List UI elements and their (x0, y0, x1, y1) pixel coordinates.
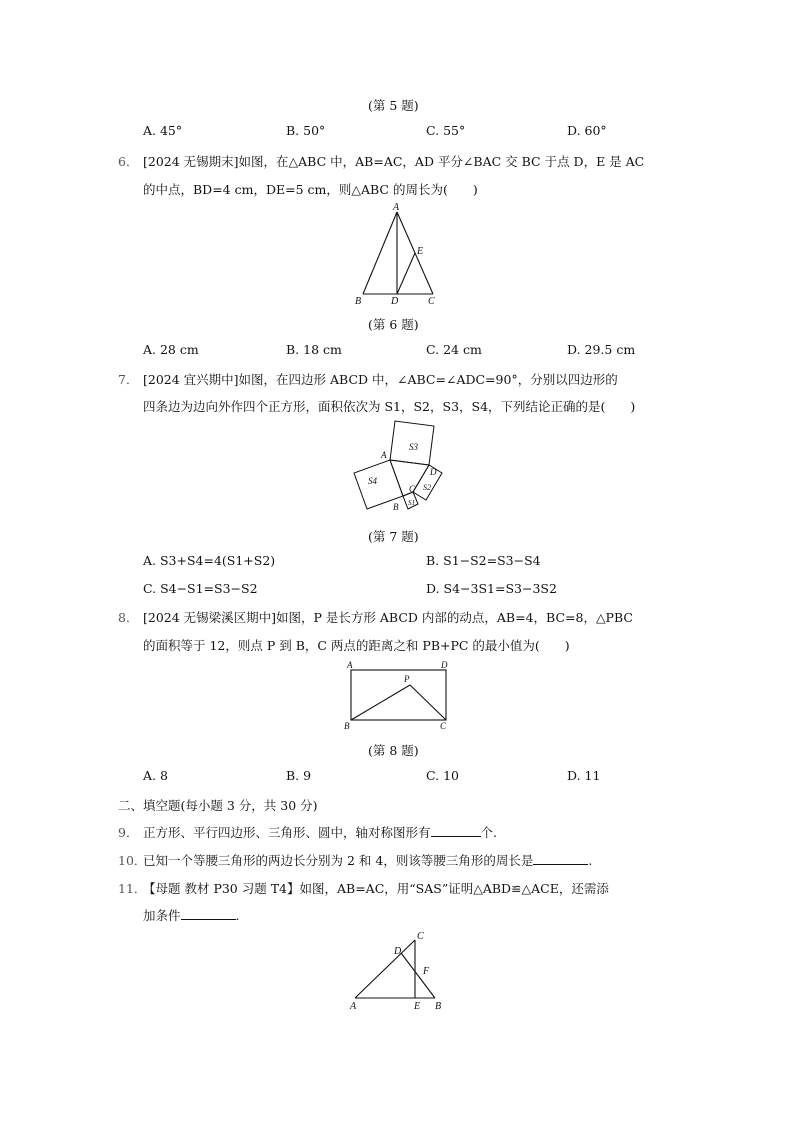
label-c: C (409, 484, 416, 494)
label-d: D (391, 296, 399, 307)
label-s1: S1 (408, 499, 415, 507)
label-e: E (417, 246, 424, 257)
option-c: C. 24 cm (426, 342, 482, 357)
question-text-line2: 的中点，BD=4 cm，DE=5 cm，则△ABC 的周长为( ) (143, 182, 478, 197)
option-d: D. 60° (567, 123, 607, 138)
label-a: A (347, 660, 353, 670)
question-text (143, 851, 592, 869)
label-d: D (394, 946, 402, 957)
option-b: B. 18 cm (286, 342, 342, 357)
label-a: A (350, 1001, 357, 1012)
question-text-line2: 的面积等于 12，则点 P 到 B，C 两点的距离之和 PB+PC 的最小值为( ) (143, 638, 570, 653)
option-c: C. 10 (426, 768, 459, 783)
option-b: B. S1−S2=S3−S4 (426, 553, 541, 568)
figure-caption-5: (第 5 题) (368, 98, 419, 113)
figure-caption-7: (第 7 题) (368, 529, 419, 544)
answer-blank[interactable] (181, 907, 236, 920)
label-s2: S2 (423, 483, 431, 492)
label-c: C (440, 721, 447, 731)
option-a: A. 45° (143, 123, 183, 138)
question-number: 10． (118, 853, 147, 868)
option-c: C. S4−S1=S3−S2 (143, 581, 258, 596)
label-c: C (417, 931, 424, 942)
question-text-after: . (588, 853, 593, 868)
option-a: A. 8 (143, 768, 168, 783)
answer-blank[interactable] (431, 824, 481, 837)
label-a: A (393, 202, 400, 213)
label-s4: S4 (368, 476, 377, 486)
label-p: P (404, 674, 410, 684)
option-d: D. S4−3S1=S3−3S2 (426, 581, 557, 596)
question-number: 11． (118, 881, 147, 896)
question-text (143, 823, 497, 841)
question-text-line2: 四条边为边向外作四个正方形，面积依次为 S1，S2，S3，S4，下列结论正确的是( ) (143, 399, 636, 414)
answer-blank[interactable] (533, 852, 588, 865)
label-d: D (441, 660, 448, 670)
question-text-line1: 【母题 教材 P30 习题 T4】如图，AB=AC，用“SAS”证明△ABD≌△ACE，还需添 (143, 881, 609, 896)
label-b: B (344, 721, 350, 731)
label-f: F (423, 966, 430, 977)
option-a: A. 28 cm (143, 342, 199, 357)
question-text-line1: [2024 无锡期末]如图，在△ABC 中，AB=AC，AD 平分∠BAC 交 BC 于点 D，E 是 AC (143, 154, 645, 169)
question-text-line2 (143, 906, 240, 924)
label-d: D (430, 467, 437, 477)
label-a: A (381, 450, 387, 460)
question-number: 6． (118, 154, 139, 169)
figure-11 (345, 928, 450, 1014)
option-d: D. 29.5 cm (567, 342, 636, 357)
question-text-line1: [2024 宜兴期中]如图，在四边形 ABCD 中，∠ABC=∠ADC=90°，分别以四边形的 (143, 372, 618, 387)
question-number: 9． (118, 825, 139, 840)
label-e: E (414, 1001, 421, 1012)
label-s3: S3 (409, 442, 418, 452)
label-c: C (428, 296, 435, 307)
section-heading: 二、填空题(每小题 3 分，共 30 分) (118, 798, 318, 813)
option-a: A. S3+S4=4(S1+S2) (143, 553, 276, 568)
label-b: B (355, 296, 362, 307)
question-text-after: 个. (480, 825, 497, 840)
figure-caption-6: (第 6 题) (368, 317, 419, 332)
question-text-before: 加条件 (143, 908, 181, 923)
label-b: B (393, 502, 399, 512)
option-b: B. 50° (286, 123, 326, 138)
option-d: D. 11 (567, 768, 601, 783)
question-text-line1: [2024 无锡梁溪区期中]如图，P 是长方形 ABCD 内部的动点，AB=4，BC=8，△PBC (143, 610, 633, 625)
figure-6 (350, 202, 445, 308)
figure-8 (340, 658, 455, 734)
question-number: 8． (118, 610, 139, 625)
figure-caption-8: (第 8 题) (368, 743, 419, 758)
option-b: B. 9 (286, 768, 312, 783)
question-number: 7． (118, 372, 139, 387)
option-c: C. 55° (426, 123, 466, 138)
question-text-before: 正方形、平行四边形、三角形、圆中，轴对称图形有 (143, 825, 431, 840)
question-text-after: . (235, 908, 240, 923)
label-b: B (435, 1001, 442, 1012)
figure-7 (345, 420, 450, 518)
question-text-before: 已知一个等腰三角形的两边长分别为 2 和 4，则该等腰三角形的周长是 (143, 853, 534, 868)
